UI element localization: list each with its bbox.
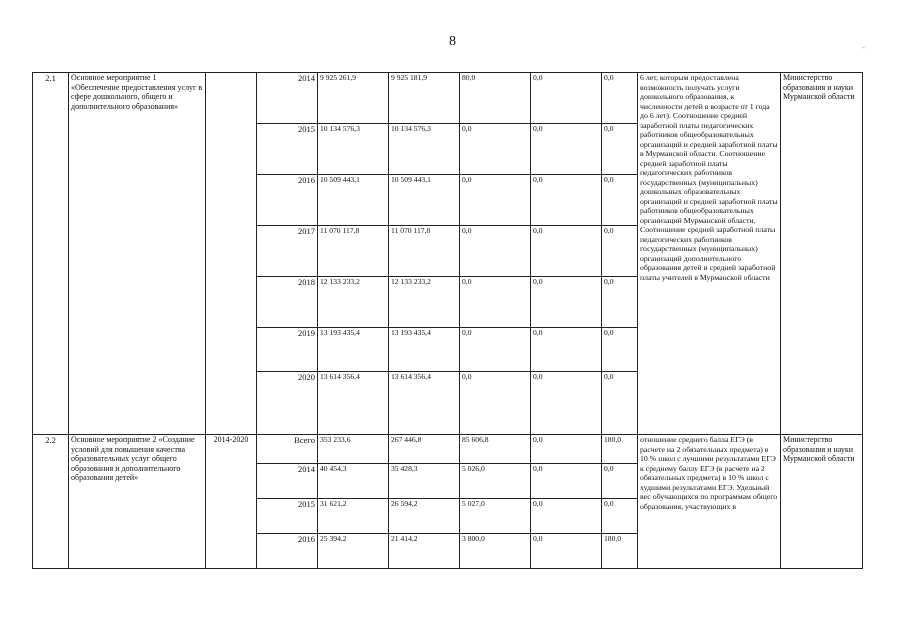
funding-value: 0,0	[602, 277, 638, 328]
funding-value: 12 133 233,2	[318, 277, 389, 328]
funding-value: 13 614 356,4	[318, 372, 389, 435]
funding-value: 12 133 233,2	[389, 277, 460, 328]
funding-value: 267 446,8	[389, 435, 460, 464]
year-cell: 2014	[257, 464, 318, 499]
funding-value: 5 027,0	[460, 499, 531, 534]
funding-value: 0,0	[531, 328, 602, 372]
funding-value: 9 925 181,9	[389, 73, 460, 124]
indicator-text: отношение среднего балла ЕГЭ (в расчете на 2 обязательных предмета) в 10 % школ с лучшими результатами ЕГЭ к среднему баллу ЕГЭ (в расчете на 2 обязательных предмета) в 10 % школ с худшими результатами ЕГЭ. Удельный вес обучающихся по программам общего образования, участвующих в	[638, 435, 781, 569]
executor: Министерство образования и науки Мурманской области	[781, 73, 863, 435]
funding-value: 21 414,2	[389, 534, 460, 569]
funding-value: 11 070 117,8	[389, 226, 460, 277]
funding-value: 0,0	[531, 175, 602, 226]
executor: Министерство образования и науки Мурманской области	[781, 435, 863, 569]
year-cell: 2015	[257, 124, 318, 175]
funding-value: 85 606,8	[460, 435, 531, 464]
funding-value: 0,0	[531, 277, 602, 328]
program-table	[32, 72, 863, 569]
funding-value: 80,0	[460, 73, 531, 124]
indicator-text: 6 лет, которым предоставлена возможность получать услуги дошкольного образования, к численности детей в возрасте от 1 года до 6 лет). Соотношение средней заработной платы педагогических работников общеобразовательных организаций и средней заработной платы в Мурманской области. Соотношение средней заработной платы педагогических работников государственных (муниципальных) дошкольных образовательных организаций и средней заработной платы работников общеобразовательных организаций Мурманской области. Соотношение средней заработной платы педагогических работников государственных (муниципальных) организаций дополнительного образования детей и средней заработной платы учителей в Мурманской области	[638, 73, 781, 435]
funding-value: 13 614 356,4	[389, 372, 460, 435]
funding-value: 353 233,6	[318, 435, 389, 464]
funding-value: 0,0	[531, 226, 602, 277]
funding-value: 0,0	[602, 499, 638, 534]
year-cell: 2019	[257, 328, 318, 372]
funding-value: 3 800,0	[460, 534, 531, 569]
funding-value: 0,0	[460, 124, 531, 175]
funding-value: 0,0	[531, 372, 602, 435]
funding-value: 0,0	[531, 464, 602, 499]
funding-value: 0,0	[602, 372, 638, 435]
funding-value: 0,0	[602, 464, 638, 499]
funding-value: 10 509 443,1	[318, 175, 389, 226]
row-number: 2.1	[33, 73, 69, 435]
activity-period: 2014-2020	[206, 435, 257, 569]
funding-value: 0,0	[460, 226, 531, 277]
funding-value: 31 621,2	[318, 499, 389, 534]
funding-value: 0,0	[602, 226, 638, 277]
funding-value: 26 594,2	[389, 499, 460, 534]
funding-value: 25 394,2	[318, 534, 389, 569]
activity-name: Основное мероприятие 2 «Создание условий для повышения качества образовательных услуг общего образования и дополнительного образования детей»	[69, 435, 206, 569]
funding-value: 5 026,0	[460, 464, 531, 499]
year-cell: 2016	[257, 534, 318, 569]
funding-value: 10 134 576,3	[389, 124, 460, 175]
funding-value: 0,0	[602, 73, 638, 124]
funding-value: 180,0	[602, 435, 638, 464]
funding-value: 0,0	[602, 175, 638, 226]
funding-value: 40 454,3	[318, 464, 389, 499]
funding-value: 11 070 117,8	[318, 226, 389, 277]
scan-mark: -	[862, 42, 865, 52]
funding-value: 13 193 435,4	[318, 328, 389, 372]
activity-period	[206, 73, 257, 435]
funding-value: 9 925 261,9	[318, 73, 389, 124]
funding-value: 0,0	[531, 435, 602, 464]
activity-name: Основное мероприятие 1 «Обеспечение предоставления услуг в сфере дошкольного, общего и дополнительного образования»	[69, 73, 206, 435]
funding-value: 0,0	[602, 124, 638, 175]
year-cell: 2018	[257, 277, 318, 328]
row-number: 2.2	[33, 435, 69, 569]
funding-value: 0,0	[602, 328, 638, 372]
table-row	[33, 435, 863, 464]
funding-value: 10 509 443,1	[389, 175, 460, 226]
funding-value: 0,0	[460, 277, 531, 328]
table-row	[33, 73, 863, 124]
funding-value: 0,0	[460, 372, 531, 435]
year-cell: 2014	[257, 73, 318, 124]
funding-value: 10 134 576,3	[318, 124, 389, 175]
year-cell: 2015	[257, 499, 318, 534]
funding-value: 180,0	[602, 534, 638, 569]
page-number: 8	[449, 34, 456, 49]
funding-value: 0,0	[531, 534, 602, 569]
funding-value: 0,0	[460, 175, 531, 226]
year-cell: 2020	[257, 372, 318, 435]
funding-value: 0,0	[531, 73, 602, 124]
year-cell: 2017	[257, 226, 318, 277]
funding-value: 0,0	[531, 499, 602, 534]
funding-value: 13 193 435,4	[389, 328, 460, 372]
year-cell: 2016	[257, 175, 318, 226]
funding-value: 0,0	[460, 328, 531, 372]
funding-value: 35 428,3	[389, 464, 460, 499]
year-cell: Всего	[257, 435, 318, 464]
funding-value: 0,0	[531, 124, 602, 175]
